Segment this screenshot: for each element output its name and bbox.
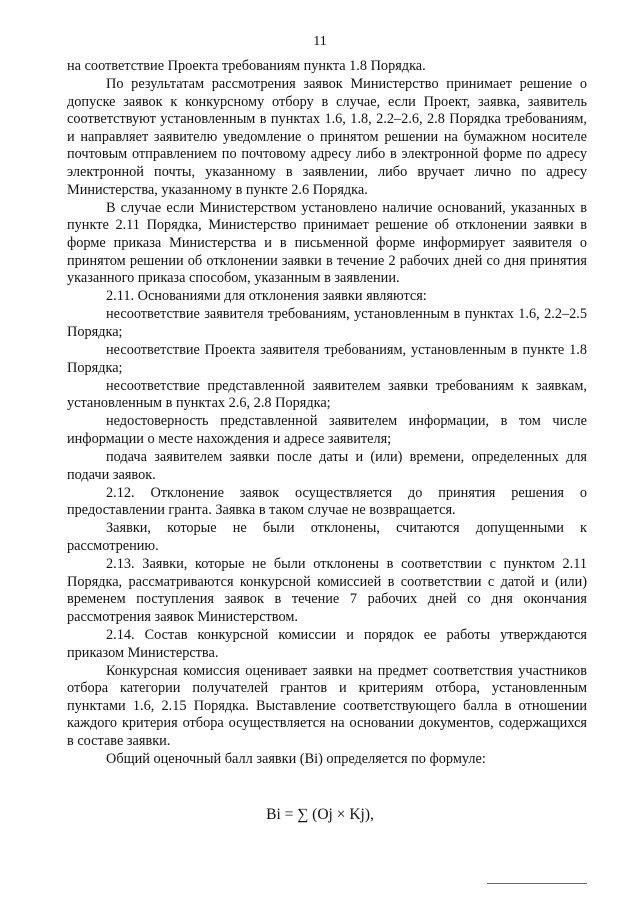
paragraph: Конкурсная комиссия оценивает заявки на предмет соответствия участников отбора категории получателей грантов и критериям отбора, установленным пунктами 1.6, 2.15 Порядка. Выставление соответствующего балла в отношении каждого критерия отбора осуществляется на основании документов, содержащихся в составе заявки. (67, 662, 587, 750)
footer-rule (487, 883, 587, 884)
list-item: недостоверность представленной заявителем информации, в том числе информации о месте нахождения и адресе заявителя; (67, 413, 587, 447)
body-text (67, 58, 587, 769)
paragraph: Заявки, которые не были отклонены, считаются допущенными к рассмотрению. (67, 520, 587, 555)
paragraph: По результатам рассмотрения заявок Министерство принимает решение о допуске заявок к конкурсному отбору в случае, если Проект, заявка, заявитель соответствуют установленным в пунктах 1.6, 1.8, 2.2–2.6, 2.8 Порядка требованиям, и направляет заявителю уведомление о принятом решении на бумажном носителе почтовым отправлением по почтовому адресу либо в электронной форме по адресу электронной почты, указанному в заявлении, либо вручает лично по адресу Министерства, указанному в пункте 2.6 Порядка. (67, 76, 587, 198)
list-item: несоответствие заявителя требованиям, установленным в пунктах 1.6, 2.2–2.5 Порядка; (67, 306, 587, 340)
page-number: 11 (313, 34, 327, 49)
paragraph: на соответствие Проекта требованиям пункта 1.8 Порядка. (67, 58, 426, 74)
paragraph: В случае если Министерством установлено наличие оснований, указанных в пункте 2.11 Порядка, Министерство принимает решение об отклонении заявки в форме приказа Министерства и в письменной форме информирует заявителя о принятом решении об отклонении заявки в течение 2 рабочих дней со дня принятия указанного приказа способом, указанным в заявлении. (67, 199, 587, 287)
list-item: несоответствие Проекта заявителя требованиям, установленным в пункте 1.8 Порядка; (67, 342, 587, 376)
section-2-13: 2.13. Заявки, которые не были отклонены в соответствии с пунктом 2.11 Порядка, рассматриваются конкурсной комиссией в соответствии с датой и (или) временем поступления заявок в течение 7 рабочих дней со дня окончания рассмотрения заявок Министерством. (67, 556, 587, 625)
list-item: подача заявителем заявки после даты и (или) времени, определенных для подачи заявок. (67, 449, 587, 483)
section-heading-2-11: 2.11. Основаниями для отклонения заявки являются: (106, 288, 427, 305)
list-item: несоответствие представленной заявителем заявки требованиям к заявкам, установленным в пунктах 2.6, 2.8 Порядка; (67, 377, 587, 412)
section-2-14: 2.14. Состав конкурсной комиссии и порядок ее работы утверждаются приказом Министерства. (67, 627, 587, 661)
paragraph: Общий оценочный балл заявки (Bi) определяется по формуле: (106, 751, 486, 768)
section-2-12: 2.12. Отклонение заявок осуществляется до принятия решения о предоставлении гранта. Заявка в таком случае не возвращается. (67, 484, 587, 519)
formula: Bi = ∑ (Oj × Kj), (266, 806, 374, 823)
